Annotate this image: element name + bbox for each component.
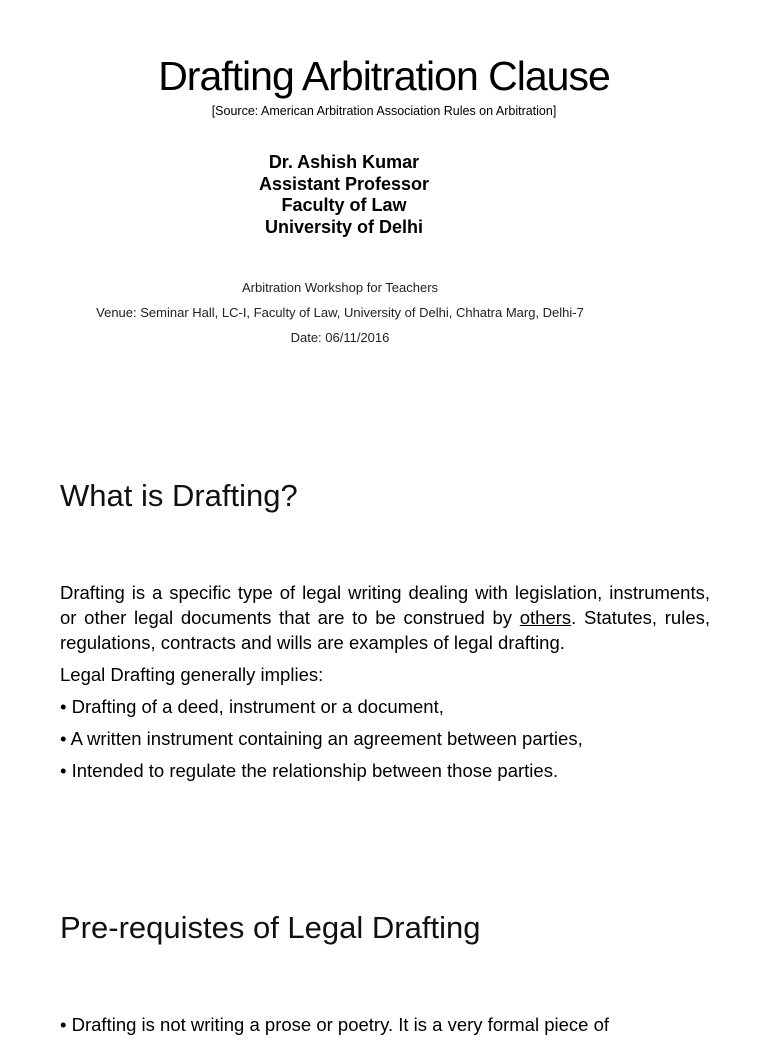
slide-body [60, 580, 710, 790]
event-date: Date: 06/11/2016 [290, 330, 390, 345]
slide-body [60, 1012, 710, 1044]
bullet-item: • Drafting of a deed, instrument or a document, [60, 696, 444, 717]
author-university: University of Delhi [264, 216, 424, 237]
definition-paragraph [60, 580, 710, 655]
definition-text-2: . Statutes, rules, regulations, contracts and wills are examples of legal drafting. [60, 607, 710, 653]
author-name: Dr. Ashish Kumar [268, 152, 420, 172]
bullet-item: • A written instrument containing an agreement between parties, [60, 728, 583, 749]
event-name: Arbitration Workshop for Teachers [241, 280, 439, 295]
implies-label: Legal Drafting generally implies: [60, 664, 324, 685]
source-note: [Source: American Arbitration Association Rules on Arbitration] [211, 104, 557, 118]
what-is-drafting-slide [0, 410, 768, 850]
bullet-item: • Intended to regulate the relationship between those parties. [60, 760, 559, 781]
bullet-item: • Drafting is not writing a prose or poetry. It is a very formal piece of [60, 1014, 610, 1035]
prerequisites-slide [0, 850, 768, 1035]
event-block [0, 275, 680, 350]
title-slide [0, 0, 768, 410]
slide-heading: Pre-requistes of Legal Drafting [60, 910, 481, 945]
definition-underlined-word: others [519, 607, 572, 628]
event-venue: Venue: Seminar Hall, LC-I, Faculty of Law, University of Delhi, Chhatra Marg, Delhi-7 [96, 305, 584, 320]
author-faculty: Faculty of Law [281, 195, 407, 215]
slide-heading: What is Drafting? [60, 478, 298, 513]
author-position: Assistant Professor [258, 173, 430, 194]
presentation-title: Drafting Arbitration Clause [158, 53, 610, 99]
author-block [0, 152, 688, 238]
definition-text-1: Drafting is a specific type of legal writing dealing with legislation, instruments, or other legal documents that are to be construed by [60, 582, 710, 628]
